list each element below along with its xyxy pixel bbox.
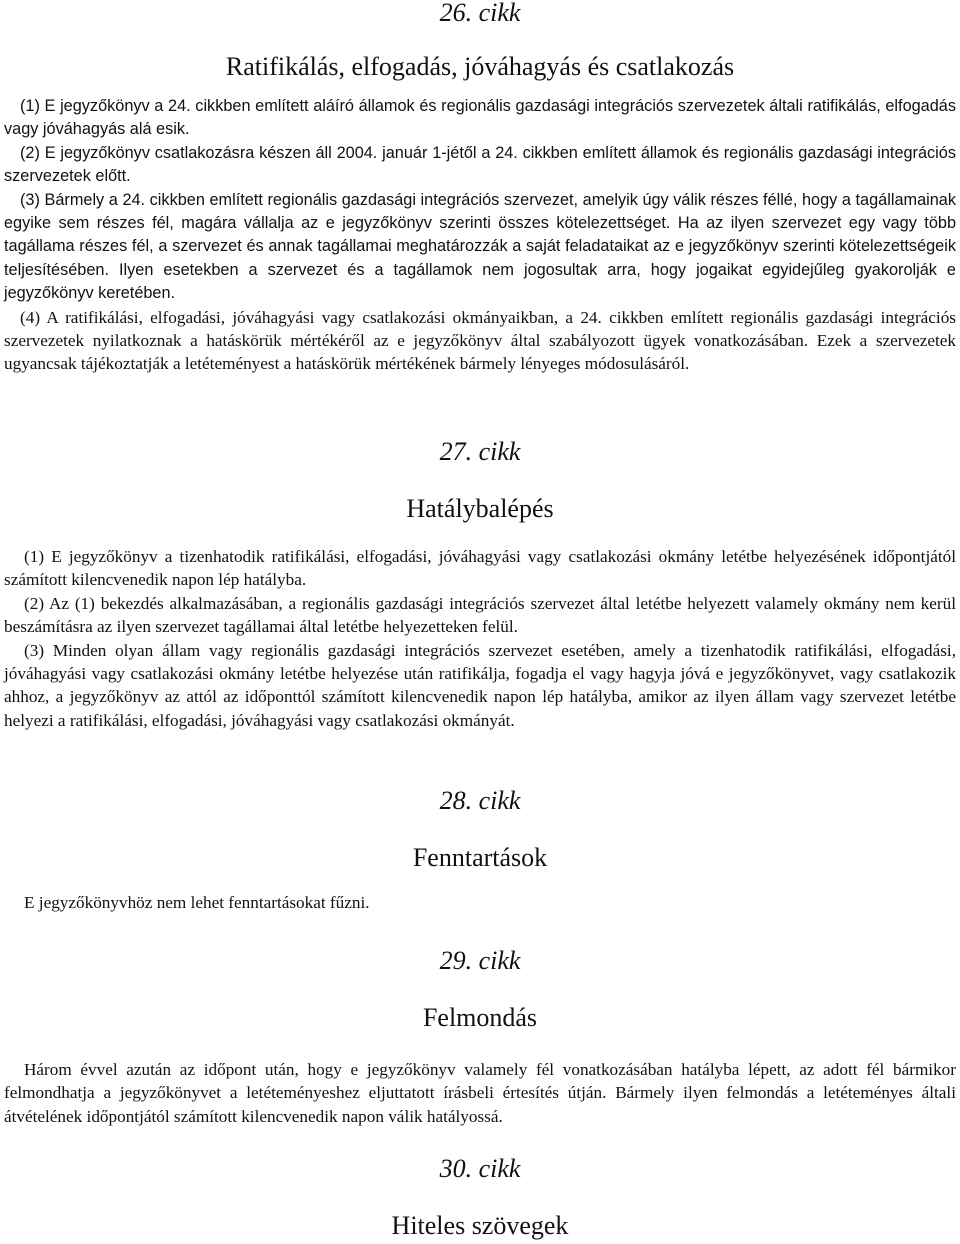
- paragraph: (1) E jegyzőkönyv a tizenhatodik ratifikálási, elfogadási, jóváhagyási vagy csatlakozási okmány letétbe helyezésének időpontjától számított kilencvenedik napon lép hatályba.: [4, 547, 956, 590]
- paragraph: Három évvel azután az időpont után, hogy e jegyzőkönyv valamely fél vonatkozásában hatályba lépett, az adott fél bármikor felmondhatja a jegyzőkönyvet a letéteményeshez eljuttatott írásbeli értesítés útján. Bármely ilyen felmondás a letéteményes általi átvételének időpontjától számított kilencvenedik napon válik hatályossá.: [4, 1060, 956, 1126]
- paragraph: (2) E jegyzőkönyv csatlakozásra készen áll 2004. január 1-jétől a 24. cikkben említett államok és regionális gazdasági integrációs szervezetek előtt.: [4, 143, 956, 186]
- article-27: [4, 437, 956, 732]
- paragraph: E jegyzőkönyvhöz nem lehet fenntartásokat fűzni.: [24, 893, 370, 912]
- paragraph: (3) Bármely a 24. cikkben említett regionális gazdasági integrációs szervezet, amelyik úgy válik részes féllé, hogy a tagállamainak egyike sem részes fél, magára vállalja az e jegyzőkönyv szerinti összes kötelezettséget. Ha az ilyen szervezet egy vagy több tagállama részes fél, a szervezet és annak tagállamai meghatározzák a saját feladataikat az e jegyzőkönyv szerinti kötelezettségeik teljesítésében. Ilyen esetekben a szervezet és a tagállamok nem jogosultak arra, hogy jogaikat egyidejűleg gyakorolják e jegyzőkönyv keretében.: [4, 190, 956, 303]
- article-number: 28. cikk: [439, 786, 521, 815]
- paragraph: (2) Az (1) bekezdés alkalmazásában, a regionális gazdasági integrációs szervezet által letétbe helyezett valamely okmány nem kerül beszámításra az ilyen szervezet tagállamai által letétbe helyezetteken felül.: [4, 593, 956, 637]
- article-28: [4, 786, 956, 914]
- article-title: Fenntartások: [412, 843, 548, 872]
- paragraph: (4) A ratifikálási, elfogadási, jóváhagyási vagy csatlakozási okmányaikban, a 24. cikkben említett regionális gazdasági integrációs szervezetek nyilatkoznak a hatáskörük mértékéről az e jegyzőkönyv által szabályozott ügyek vonatkozásában. Ezek a szervezetek ugyancsak tájékoztatják a letéteményest a hatáskörük mértékének bármely lényeges módosulásáról.: [4, 307, 956, 374]
- article-number: 30. cikk: [439, 1154, 521, 1183]
- article-number: 26. cikk: [439, 0, 521, 27]
- article-title: Ratifikálás, elfogadás, jóváhagyás és csatlakozás: [225, 52, 735, 81]
- article-title: Hiteles szövegek: [391, 1211, 569, 1240]
- article-29: [4, 946, 956, 1128]
- article-26: [4, 0, 956, 376]
- article-title: Hatálybalépés: [406, 494, 554, 523]
- article-title: Felmondás: [422, 1003, 538, 1032]
- article-number: 29. cikk: [439, 946, 521, 975]
- paragraph: (3) Minden olyan állam vagy regionális gazdasági integrációs szervezet esetében, amely a tizenhatodik ratifikálási, elfogadási, jóváhagyási vagy csatlakozási okmány letétbe helyezése után ratifikálja, fogadja el vagy hagyja jóvá e jegyzőkönyvet, vagy csatlakozik ahhoz, a jegyzőkönyv az attól az időponttól számított kilencvenedik napon lép hatályba, amikor az ilyen állam vagy szervezet letétbe helyezi a ratifikálási, elfogadási, jóváhagyási vagy csatlakozási okmányát.: [4, 640, 956, 730]
- article-number: 27. cikk: [439, 437, 521, 466]
- article-30: [4, 1154, 956, 1241]
- paragraph: (1) E jegyzőkönyv a 24. cikkben említett aláíró államok és regionális gazdasági integrációs szervezetek általi ratifikálás, elfogadás vagy jóváhagyás alá esik.: [4, 97, 956, 139]
